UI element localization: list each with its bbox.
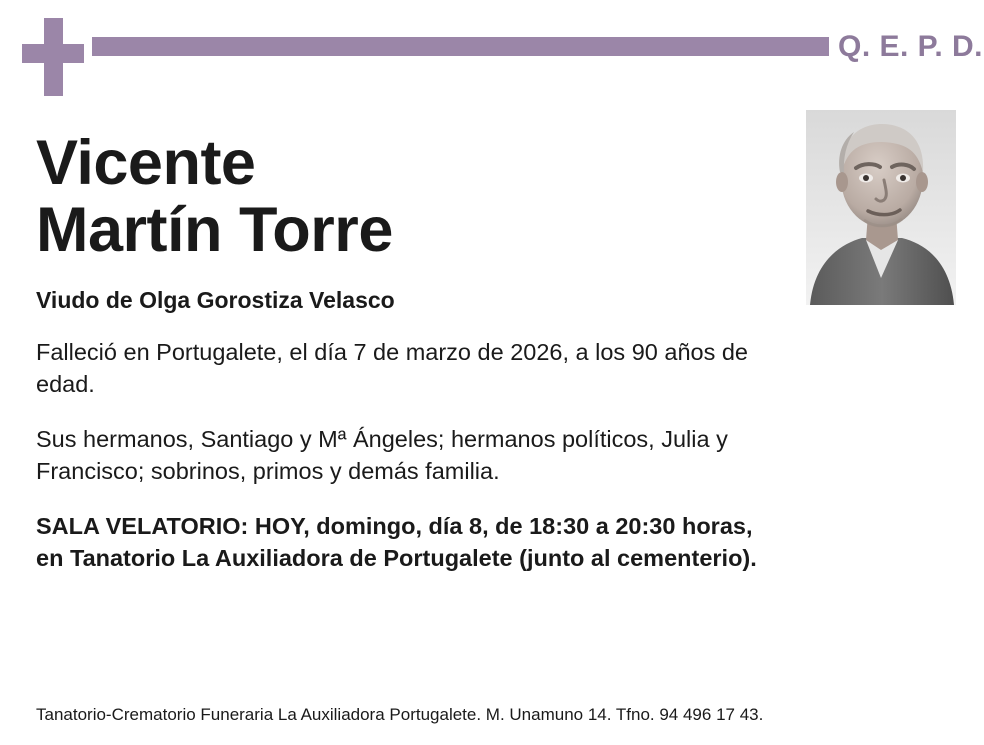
death-details-paragraph: Falleció en Portugalete, el día 7 de marzo de 2026, a los 90 años de edad.: [36, 338, 748, 398]
portrait-illustration: [806, 110, 956, 305]
deceased-first-name: Vicente: [36, 128, 256, 198]
cross-horizontal-bar: [22, 44, 84, 63]
portrait-photo: [806, 110, 956, 305]
page-title: [36, 130, 776, 265]
header-band: [0, 0, 984, 100]
cross-icon: [22, 18, 84, 96]
wake-details-paragraph: SALA VELATORIO: HOY, domingo, día 8, de 18:30 a 20:30 horas, en Tanatorio La Auxiliadora de Portugalete (junto al cementerio).: [36, 512, 757, 571]
spouse-relation: Viudo de Olga Gorostiza Velasco: [36, 286, 395, 313]
funeral-home-footer: Tanatorio-Crematorio Funeraria La Auxiliadora Portugalete. M. Unamuno 14. Tfno. 94 496 17 43.: [36, 705, 764, 724]
decorative-rule: [92, 37, 829, 56]
qepd-label: Q. E. P. D.: [838, 30, 983, 63]
family-paragraph: Sus hermanos, Santiago y Mª Ángeles; hermanos políticos, Julia y Francisco; sobrinos, primos y demás familia.: [36, 425, 728, 485]
notice-content: [36, 130, 776, 574]
deceased-last-name: Martín Torre: [36, 195, 393, 266]
